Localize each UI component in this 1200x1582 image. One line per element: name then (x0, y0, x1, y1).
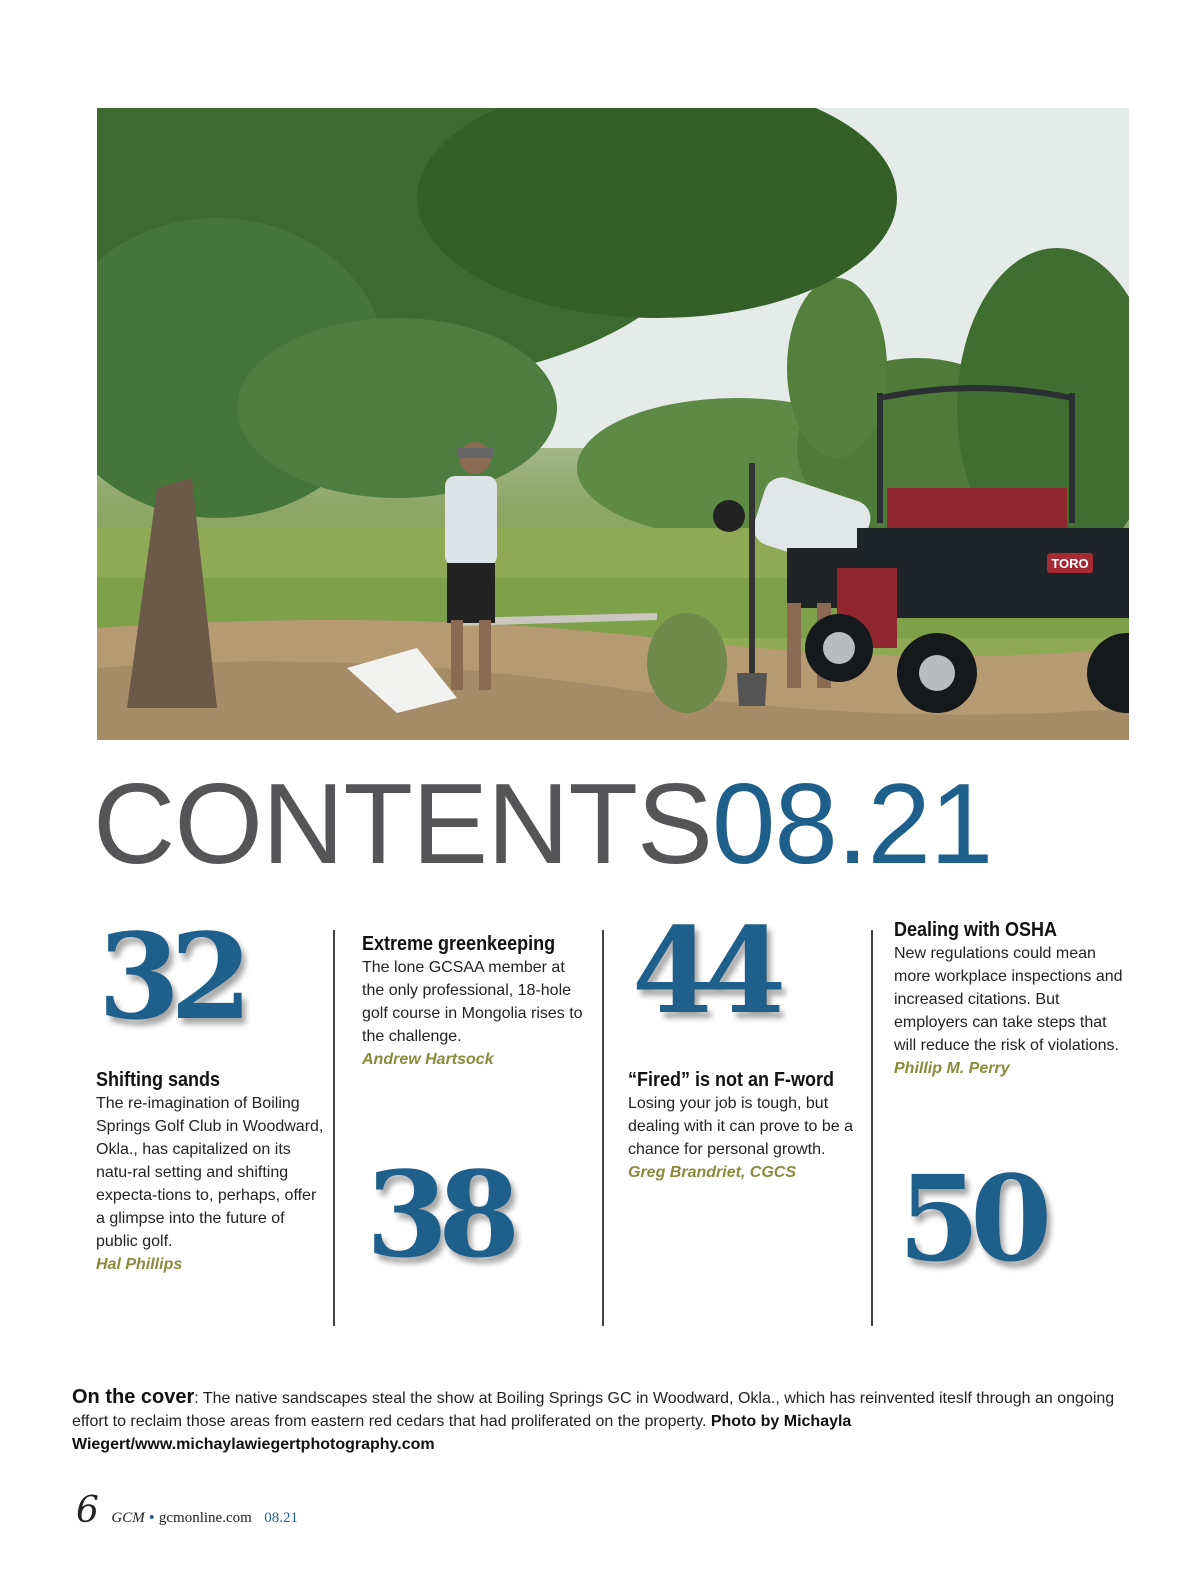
folio-site[interactable]: gcmonline.com (158, 1510, 252, 1526)
story-title: “Fired” is not an F-word (628, 1069, 835, 1091)
page-title (93, 761, 1133, 888)
story-author: Andrew Hartsock (362, 1051, 494, 1068)
story-description: The lone GCSAA member at the only professional, 18-hole golf course in Mongolia rises to the challenge. (362, 959, 583, 1045)
cart-brand-label: TORO (1051, 556, 1089, 571)
story-title: Extreme greenkeeping (362, 933, 556, 955)
story-dealing-with-osha[interactable] (894, 918, 1130, 1080)
story-author: Greg Brandriet, CGCS (628, 1164, 797, 1181)
story-description: New regulations could mean more workplace inspections and increased citations. But employers can take steps that will reduce the risk of violations. (894, 945, 1123, 1054)
cover-caption (72, 1386, 1132, 1456)
folio-bullet: • (149, 1509, 155, 1526)
page-number-32: 32 (98, 907, 243, 1046)
title-issue: 08.21 (712, 761, 993, 888)
photo-credit: Photo by Michayla Wiegert/www.michaylawiegertphotography.com (72, 1413, 852, 1453)
title-word: CONTENTS (93, 761, 712, 888)
folio-page-number: 6 (76, 1490, 99, 1531)
story-description: Losing your job is tough, but dealing with it can prove to be a chance for personal growth. (628, 1095, 854, 1158)
page-number-50: 50 (898, 1149, 1043, 1288)
folio (76, 1490, 298, 1531)
story-shifting-sands[interactable] (96, 1068, 328, 1276)
story-author: Phillip M. Perry (894, 1060, 1010, 1077)
column-divider (871, 930, 873, 1326)
story-title: Dealing with OSHA (894, 919, 1058, 941)
column-divider (333, 930, 335, 1326)
cover-label: On the cover (72, 1386, 195, 1408)
golf-course-scene (97, 108, 1129, 740)
folio-publication: GCM (111, 1510, 145, 1526)
page-number-38: 38 (366, 1145, 511, 1284)
folio-issue: 08.21 (264, 1510, 298, 1526)
story-fired[interactable] (628, 1068, 860, 1184)
story-title: Shifting sands (96, 1069, 221, 1091)
cover-photo (97, 108, 1129, 740)
page-number-44: 44 (632, 901, 777, 1040)
cover-text: : The native sandscapes steal the show at Boiling Springs GC in Woodward, Okla., which has reinvented iteslf through an ongoing effort to reclaim those areas from eastern red cedars that had proliferated on the property. (72, 1390, 1115, 1430)
column-divider (602, 930, 604, 1326)
story-author: Hal Phillips (96, 1256, 183, 1273)
story-extreme-greenkeeping[interactable] (362, 932, 590, 1071)
story-description: The re-imagination of Boiling Springs Golf Club in Woodward, Okla., has capitalized on its natu-ral setting and shifting expecta-tions to, perhaps, offer a glimpse into the future of public golf. (96, 1095, 324, 1250)
